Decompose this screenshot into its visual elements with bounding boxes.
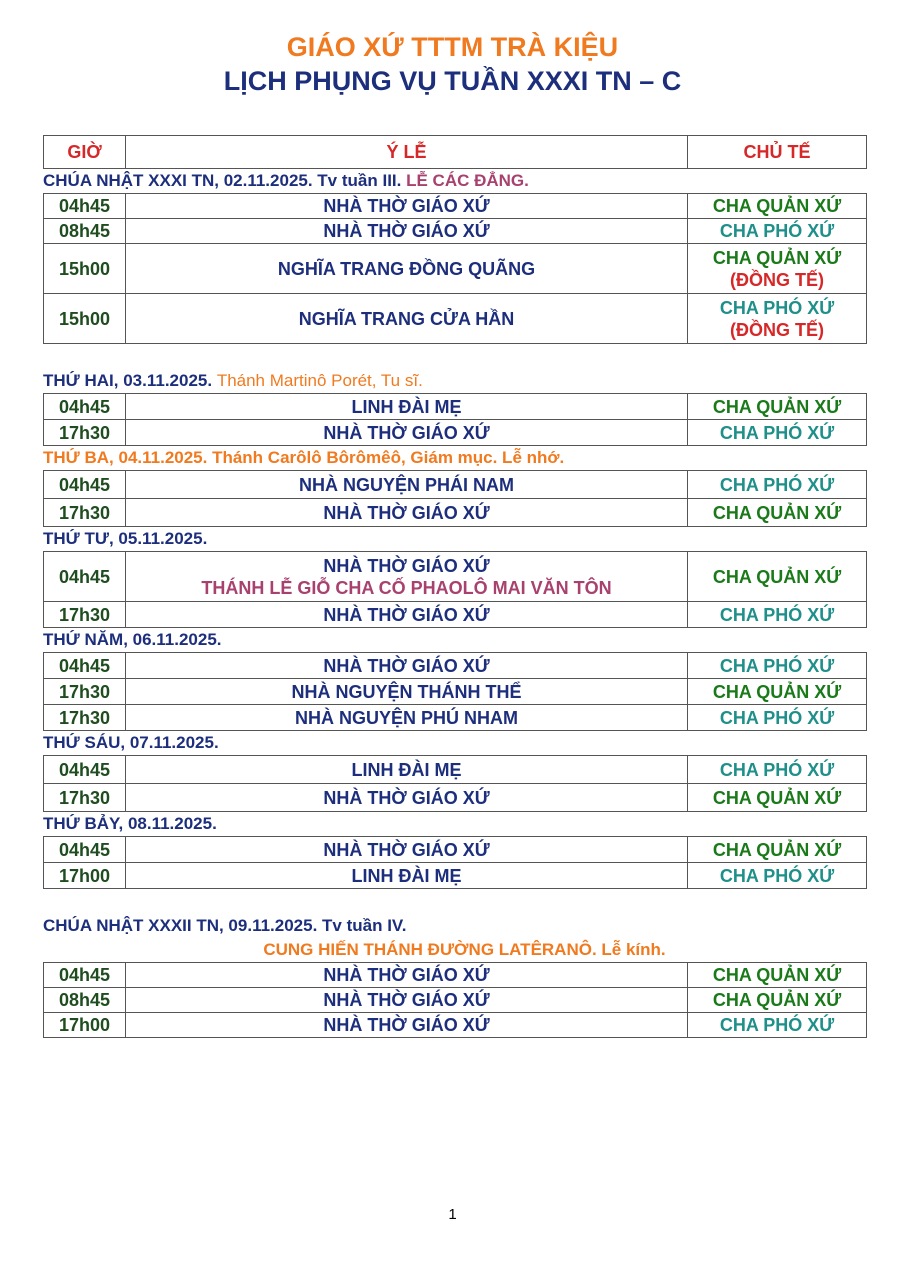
celebrant-name: CHA PHÓ XỨ — [719, 474, 835, 495]
celebrant — [688, 244, 867, 294]
table-row — [44, 602, 867, 628]
location-name: NHÀ THỜ GIÁO XỨ — [323, 990, 490, 1010]
header-intention: Ý LỄ — [126, 136, 688, 169]
table-row — [44, 194, 867, 219]
mass-time: 17h30 — [44, 784, 126, 812]
celebrant-name: CHA PHÓ XỨ — [719, 707, 835, 728]
location-name: NHÀ THỜ GIÁO XỨ — [323, 1015, 490, 1035]
day-date: CHÚA NHẬT XXXI TN, 02.11.2025. Tv tuần III. — [43, 171, 407, 190]
day-heading — [43, 812, 866, 836]
location-name: NGHĨA TRANG CỬA HẦN — [298, 308, 515, 329]
mass-location — [126, 837, 688, 863]
table-row — [44, 863, 867, 889]
table-row — [44, 552, 867, 602]
day-date: THỨ SÁU, 07.11.2025. — [43, 733, 219, 752]
mass-time: 04h45 — [44, 394, 126, 420]
table-row — [44, 294, 867, 344]
mass-location — [126, 471, 688, 499]
day-heading — [43, 446, 866, 470]
day-heading — [43, 527, 866, 551]
celebrant-name: CHA PHÓ XỨ — [719, 604, 835, 625]
mass-location — [126, 784, 688, 812]
location-name: NHÀ THỜ GIÁO XỨ — [323, 555, 490, 576]
mass-location — [126, 219, 688, 244]
mass-time: 08h45 — [44, 988, 126, 1013]
mass-location — [126, 394, 688, 420]
location-name: NHÀ NGUYỆN PHÁI NAM — [298, 474, 514, 495]
mass-time: 04h45 — [44, 963, 126, 988]
celebrant — [688, 988, 867, 1013]
mass-location — [126, 552, 688, 602]
mass-time: 17h30 — [44, 705, 126, 731]
mass-time: 17h00 — [44, 1013, 126, 1038]
celebrant — [688, 420, 867, 446]
celebrant-name: CHA QUẢN XỨ — [712, 247, 842, 268]
mass-location — [126, 602, 688, 628]
day-table — [43, 193, 867, 344]
celebrant-name: CHA PHÓ XỨ — [719, 422, 835, 443]
celebrant — [688, 963, 867, 988]
mass-location — [126, 705, 688, 731]
parish-title: GIÁO XỨ TTTM TRÀ KIỆU — [286, 32, 619, 62]
celebrant-name: CHA PHÓ XỨ — [719, 221, 835, 241]
day-table — [43, 836, 867, 889]
header-celebrant: CHỦ TẾ — [688, 136, 867, 169]
table-row — [44, 705, 867, 731]
mass-location — [126, 963, 688, 988]
day-heading — [43, 169, 866, 193]
celebrant-name: CHA QUẢN XỨ — [712, 787, 842, 808]
celebrant-name: CHA QUẢN XỨ — [712, 681, 842, 702]
location-name: NHÀ THỜ GIÁO XỨ — [323, 839, 490, 860]
celebrant — [688, 837, 867, 863]
location-name: NGHĨA TRANG ĐỒNG QUÃNG — [277, 258, 536, 279]
celebrant — [688, 394, 867, 420]
mass-location — [126, 679, 688, 705]
celebrant-name: CHA QUẢN XỨ — [712, 396, 842, 417]
location-name: NHÀ THỜ GIÁO XỨ — [323, 604, 490, 625]
location-name: NHÀ THỜ GIÁO XỨ — [323, 502, 490, 523]
table-row — [44, 499, 867, 527]
mass-time: 04h45 — [44, 653, 126, 679]
mass-time: 04h45 — [44, 471, 126, 499]
day-table — [43, 652, 867, 731]
location-name: LINH ĐÀI MẸ — [351, 865, 462, 886]
celebrant — [688, 552, 867, 602]
table-row — [44, 988, 867, 1013]
mass-time: 15h00 — [44, 244, 126, 294]
day-note: Thánh Martinô Porét, Tu sĩ. — [216, 371, 423, 390]
mass-time: 17h30 — [44, 679, 126, 705]
celebrant — [688, 1013, 867, 1038]
location-name: NHÀ THỜ GIÁO XỨ — [323, 221, 490, 241]
table-row — [44, 219, 867, 244]
mass-location — [126, 756, 688, 784]
celebrant-name: CHA PHÓ XỨ — [719, 865, 835, 886]
day-date: THỨ HAI, 03.11.2025. — [43, 371, 217, 390]
mass-location — [126, 420, 688, 446]
day-date: THỨ BA, 04.11.2025. Thánh Carôlô Bôrômêô, Giám mục. Lễ nhớ. — [43, 448, 565, 467]
mass-time: 17h00 — [44, 863, 126, 889]
schedule-title: LỊCH PHỤNG VỤ TUẦN XXXI TN – C — [223, 66, 682, 96]
mass-time: 04h45 — [44, 552, 126, 602]
celebrant — [688, 863, 867, 889]
mass-time: 04h45 — [44, 837, 126, 863]
location-name: NHÀ NGUYỆN THÁNH THỂ — [291, 681, 522, 702]
celebrant — [688, 679, 867, 705]
celebrant-name: CHA PHÓ XỨ — [719, 759, 835, 780]
table-row — [44, 837, 867, 863]
table-row — [44, 963, 867, 988]
mass-time: 17h30 — [44, 499, 126, 527]
schedule-header-table — [43, 135, 867, 169]
table-row — [44, 1013, 867, 1038]
celebrant-name: CHA PHÓ XỨ — [719, 297, 835, 318]
location-name: NHÀ THỜ GIÁO XỨ — [323, 422, 490, 443]
mass-location — [126, 499, 688, 527]
celebrant-name: CHA QUẢN XỨ — [712, 839, 842, 860]
mass-location — [126, 653, 688, 679]
day-date: THỨ BẢY, 08.11.2025. — [43, 814, 217, 833]
day-table — [43, 393, 867, 446]
celebrant — [688, 653, 867, 679]
celebrant — [688, 219, 867, 244]
table-row — [44, 394, 867, 420]
table-row — [44, 679, 867, 705]
celebrant — [688, 471, 867, 499]
celebrant — [688, 705, 867, 731]
celebrant-name: CHA PHÓ XỨ — [719, 655, 835, 676]
celebrant-name: CHA QUẢN XỨ — [712, 502, 842, 523]
day-table — [43, 470, 867, 527]
day-heading — [43, 731, 866, 755]
mass-time: 04h45 — [44, 194, 126, 219]
location-name: NHÀ THỜ GIÁO XỨ — [323, 196, 490, 216]
table-row — [44, 471, 867, 499]
mass-intention: THÁNH LỄ GIỖ CHA CỐ PHAOLÔ MAI VĂN TÔN — [201, 577, 612, 598]
mass-location — [126, 294, 688, 344]
day-table — [43, 551, 867, 628]
day-date: THỨ TƯ, 05.11.2025. — [43, 529, 208, 548]
concelebration-note: (ĐỒNG TẾ) — [730, 319, 824, 340]
mass-time: 15h00 — [44, 294, 126, 344]
day-table — [43, 755, 867, 812]
day-heading — [43, 628, 866, 652]
table-row — [44, 784, 867, 812]
celebrant-name: CHA QUẢN XỨ — [712, 990, 842, 1010]
location-name: NHÀ THỜ GIÁO XỨ — [323, 965, 490, 985]
day-heading — [43, 914, 866, 938]
location-name: LINH ĐÀI MẸ — [351, 759, 462, 780]
table-row — [44, 756, 867, 784]
day-heading — [43, 369, 866, 393]
celebrant — [688, 602, 867, 628]
mass-location — [126, 863, 688, 889]
mass-location — [126, 194, 688, 219]
mass-time: 17h30 — [44, 420, 126, 446]
celebrant — [688, 499, 867, 527]
mass-location — [126, 1013, 688, 1038]
celebrant-name: CHA PHÓ XỨ — [719, 1015, 835, 1035]
location-name: NHÀ NGUYỆN PHÚ NHAM — [294, 707, 518, 728]
location-name: NHÀ THỜ GIÁO XỨ — [323, 655, 490, 676]
day-date: CHÚA NHẬT XXXII TN, 09.11.2025. Tv tuần IV. — [43, 916, 407, 935]
celebrant-name: CHA QUẢN XỨ — [712, 196, 842, 216]
celebrant-name: CHA QUẢN XỨ — [712, 566, 842, 587]
celebrant — [688, 784, 867, 812]
day-date: THỨ NĂM, 06.11.2025. — [43, 630, 222, 649]
feast-line: CUNG HIẾN THÁNH ĐƯỜNG LATÊRANÔ. Lễ kính. — [263, 940, 666, 959]
page-number: 1 — [448, 1206, 457, 1223]
location-name: NHÀ THỜ GIÁO XỨ — [323, 787, 490, 808]
table-row — [44, 244, 867, 294]
mass-time: 08h45 — [44, 219, 126, 244]
celebrant — [688, 194, 867, 219]
mass-location — [126, 988, 688, 1013]
celebrant-name: CHA QUẢN XỨ — [712, 965, 842, 985]
day-table — [43, 962, 867, 1038]
concelebration-note: (ĐỒNG TẾ) — [730, 269, 824, 290]
celebrant — [688, 294, 867, 344]
liturgy-schedule — [43, 135, 866, 1038]
day-note: LỄ CÁC ĐẲNG. — [406, 171, 529, 190]
celebrant — [688, 756, 867, 784]
header-time: GIỜ — [44, 136, 126, 169]
mass-time: 17h30 — [44, 602, 126, 628]
mass-time: 04h45 — [44, 756, 126, 784]
table-row — [44, 420, 867, 446]
mass-location — [126, 244, 688, 294]
location-name: LINH ĐÀI MẸ — [351, 396, 462, 417]
table-row — [44, 653, 867, 679]
